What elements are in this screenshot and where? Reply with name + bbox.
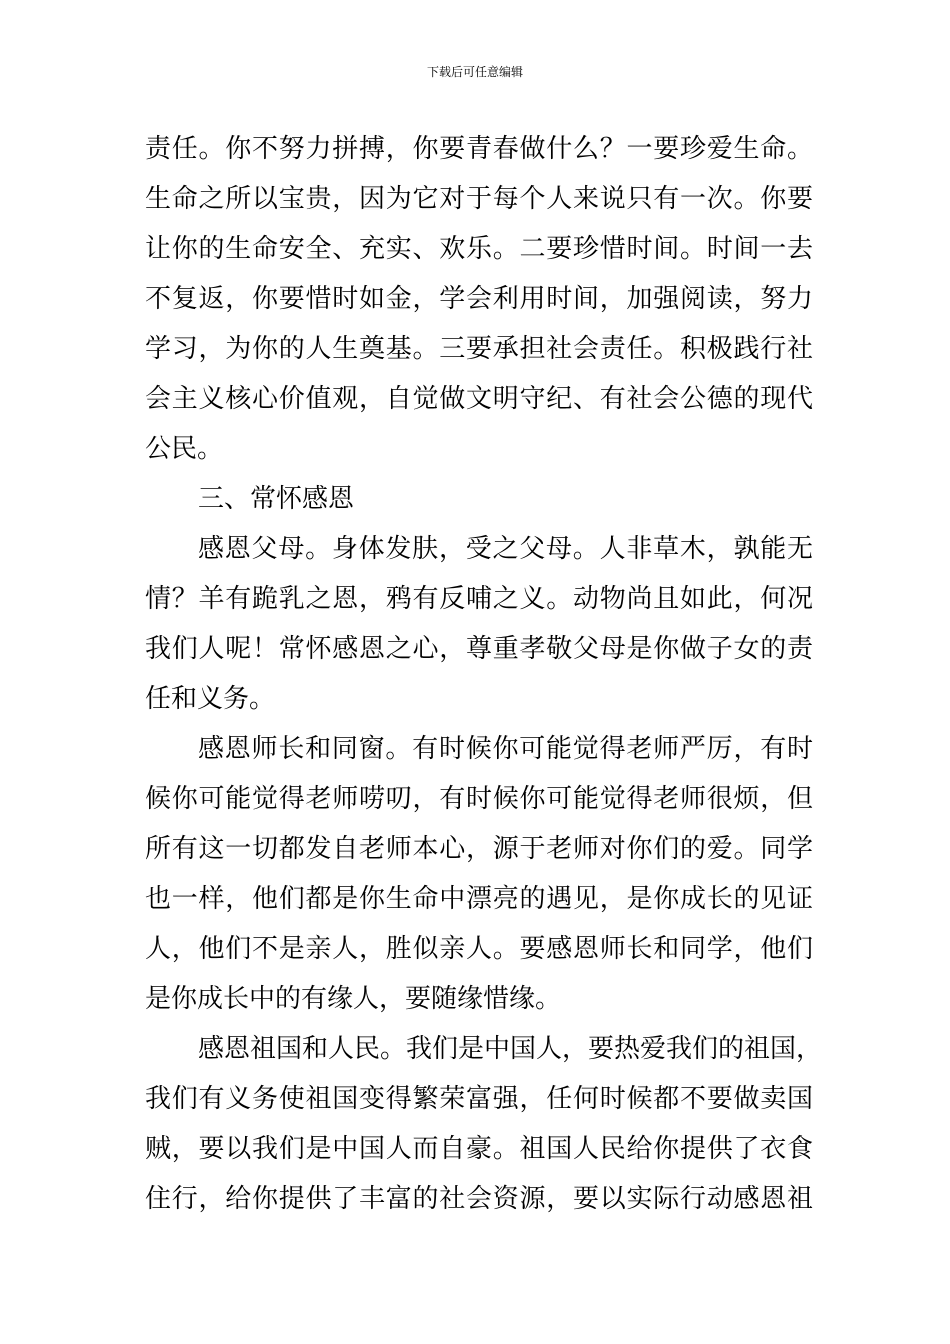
text-line: 我们人呢！常怀感恩之心，尊重孝敬父母是你做子女的责	[145, 634, 813, 664]
text-line: 贼，要以我们是中国人而自豪。祖国人民给你提供了衣食	[145, 1134, 813, 1164]
document-body	[145, 124, 823, 1224]
paragraph-responsibility	[145, 124, 813, 474]
text-line: 生命之所以宝贵，因为它对于每个人来说只有一次。你要	[145, 184, 813, 214]
text-line: 感恩父母。身体发肤，受之父母。人非草木，孰能无	[198, 534, 813, 564]
page-header-note: 下载后可任意编辑	[426, 65, 523, 79]
text-line: 人，他们不是亲人，胜似亲人。要感恩师长和同学，他们	[145, 934, 813, 964]
paragraph-gratitude-country	[145, 1024, 823, 1224]
text-line: 让你的生命安全、充实、欢乐。二要珍惜时间。时间一去	[145, 234, 813, 264]
text-line: 所有这一切都发自老师本心，源于老师对你们的爱。同学	[145, 834, 813, 864]
text-line: 情？羊有跪乳之恩，鸦有反哺之义。动物尚且如此，何况	[145, 584, 813, 614]
text-line: 是你成长中的有缘人，要随缘惜缘。	[145, 984, 562, 1014]
text-line: 责任。你不努力拼搏，你要青春做什么？一要珍爱生命。	[145, 134, 813, 164]
text-line: 住行，给你提供了丰富的社会资源，要以实际行动感恩祖	[145, 1184, 813, 1214]
text-line: 任和义务。	[145, 684, 276, 714]
text-line: 会主义核心价值观，自觉做文明守纪、有社会公德的现代	[145, 384, 813, 414]
section-heading	[145, 474, 813, 524]
text-line: 公民。	[145, 434, 224, 464]
text-line: 学习，为你的人生奠基。三要承担社会责任。积极践行社	[145, 334, 813, 364]
text-line: 不复返，你要惜时如金，学会利用时间，加强阅读，努力	[145, 284, 813, 314]
text-line: 我们有义务使祖国变得繁荣富强，任何时候都不要做卖国	[145, 1084, 813, 1114]
paragraph-gratitude-parents	[145, 524, 813, 724]
text-line: 候你可能觉得老师唠叨，有时候你可能觉得老师很烦，但	[145, 784, 813, 814]
text-line: 感恩祖国和人民。我们是中国人，要热爱我们的祖国，	[198, 1034, 823, 1064]
section-heading-text: 三、常怀感恩	[198, 484, 355, 514]
text-line: 也一样，他们都是你生命中漂亮的遇见，是你成长的见证	[145, 884, 813, 914]
text-line: 感恩师长和同窗。有时候你可能觉得老师严厉，有时	[198, 734, 813, 764]
paragraph-gratitude-teachers	[145, 724, 813, 1024]
